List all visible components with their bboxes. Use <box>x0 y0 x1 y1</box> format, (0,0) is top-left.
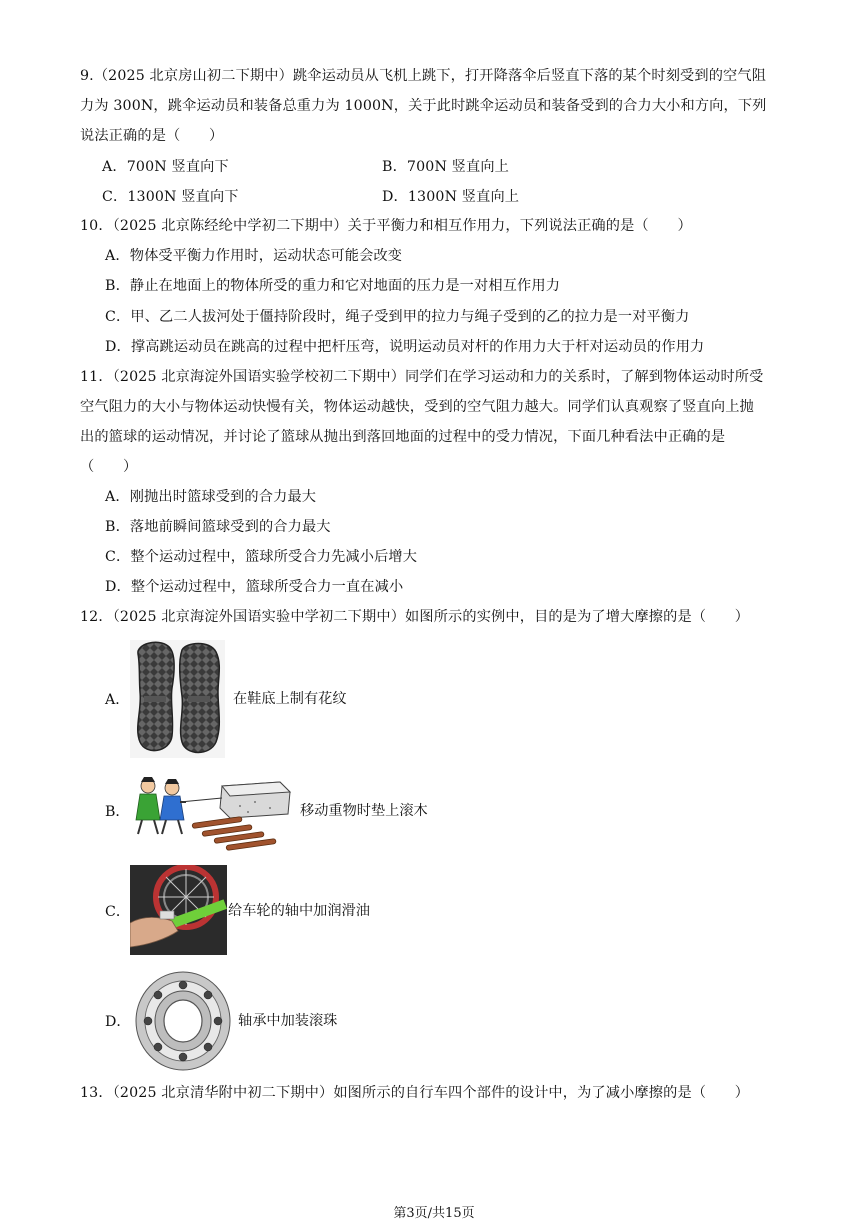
q11-line1: 11．（2025 北京海淀外国语实验学校初二下期中）同学们在学习运动和力的关系时，了解到物体运动时所受 <box>80 369 764 385</box>
q12-option-a-letter: A． <box>105 692 130 708</box>
oiling-axle-image <box>130 865 227 955</box>
q12-option-d-letter: D． <box>105 1014 131 1030</box>
q10-option-b: B．静止在地面上的物体所受的重力和它对地面的压力是一对相互作用力 <box>105 278 561 294</box>
q11-option-c: C．整个运动过程中，篮球所受合力先减小后增大 <box>105 549 418 565</box>
q12-option-b-letter: B． <box>105 804 130 820</box>
q9-line1: 9.（2025 北京房山初二下期中）跳伞运动员从飞机上跳下，打开降落伞后竖直下落的某个时刻受到的空气阻 <box>80 68 767 84</box>
q11-line4: （ ） <box>80 459 138 475</box>
page-number: 第3页/共15页 <box>393 1206 475 1221</box>
q10-option-a: A．物体受平衡力作用时，运动状态可能会改变 <box>105 248 403 264</box>
q11-line2: 空气阻力的大小与物体运动快慢有关，物体运动越快，受到的空气阻力越大。同学们认真观察了竖直向上抛 <box>80 399 754 415</box>
shoe-sole-image <box>130 640 225 758</box>
q9-option-a: A．700N 竖直向下 <box>102 159 229 175</box>
q9-option-c: C．1300N 竖直向下 <box>102 189 239 205</box>
q10-option-c: C．甲、乙二人拔河处于僵持阶段时，绳子受到甲的拉力与绳子受到的乙的拉力是一对平衡力 <box>105 309 690 325</box>
q11-option-b: B．落地前瞬间篮球受到的合力最大 <box>105 519 331 535</box>
q13-line1: 13．（2025 北京清华附中初二下期中）如图所示的自行车四个部件的设计中，为了减小摩擦的是（ ） <box>80 1085 750 1101</box>
q9-option-d: D．1300N 竖直向上 <box>382 189 520 205</box>
q9-line3: 说法正确的是（ ） <box>80 128 224 144</box>
q12-line1: 12．（2025 北京海淀外国语实验中学初二下期中）如图所示的实例中，目的是为了增大摩擦的是（ ） <box>80 609 750 625</box>
q11-option-d: D．整个运动过程中，篮球所受合力一直在减小 <box>105 579 404 595</box>
rolling-logs-image <box>130 772 295 852</box>
q10-line1: 10．（2025 北京陈经纶中学初二下期中）关于平衡力和相互作用力，下列说法正确的是（ ） <box>80 218 692 234</box>
q12-option-a-caption: 在鞋底上制有花纹 <box>233 691 347 707</box>
q12-option-d-caption: 轴承中加装滚珠 <box>238 1013 338 1029</box>
q12-option-b-caption: 移动重物时垫上滚木 <box>300 803 428 819</box>
q9-option-b: B．700N 竖直向上 <box>382 159 510 175</box>
q11-option-a: A．刚抛出时篮球受到的合力最大 <box>105 489 317 505</box>
q9-line2: 力为 300N，跳伞运动员和装备总重力为 1000N，关于此时跳伞运动员和装备受到的合力大小和方向，下列 <box>80 98 767 114</box>
q10-option-d: D．撑高跳运动员在跳高的过程中把杆压弯，说明运动员对杆的作用力大于杆对运动员的作用力 <box>105 339 705 355</box>
q12-option-c-letter: C． <box>105 904 131 920</box>
ball-bearing-image <box>134 970 232 1072</box>
q11-line3: 出的篮球的运动情况，并讨论了篮球从抛出到落回地面的过程中的受力情况，下面几种看法中正确的是 <box>80 429 726 445</box>
q12-option-c-caption: 给车轮的轴中加润滑油 <box>228 903 370 919</box>
